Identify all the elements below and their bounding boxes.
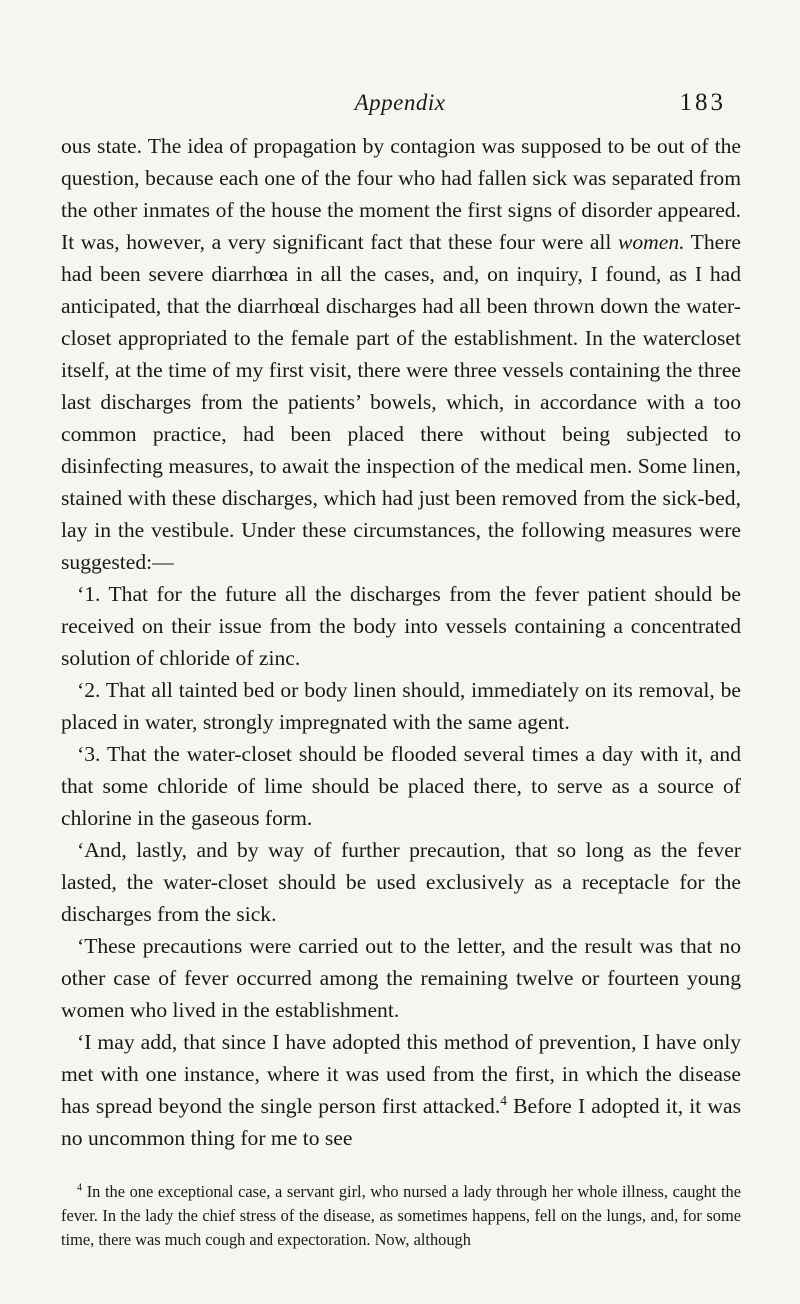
paragraph: [61, 130, 741, 578]
page-number: 183: [679, 89, 726, 116]
paragraph: ‘These precautions were carried out to the letter, and the result was that no other case of fever occurred among the remaining twelve or fourteen young women who lived in the establishment.: [61, 934, 741, 1022]
footnote-text: In the one exceptional case, a servant girl, who nursed a lady through her whole illness, caught the fever. In the lady the chief stress of the disease, as sometimes happens, fell on the lungs, and, for some time, there was much cough and expectoration. Now, although: [61, 1182, 741, 1249]
body-text: [61, 130, 741, 1154]
paragraph: ‘1. That for the future all the discharges from the fever patient should be received on their issue from the body into vessels containing a concentrated solution of chloride of zinc.: [61, 582, 741, 670]
paragraph-text: ous state. The idea of propagation by contagion was supposed to be out of the question, because each one of the four who had fallen sick was separated from the other inmates of the house the moment the first signs of disorder appeared. It was, however, a very significant fact that these four were all: [61, 134, 741, 254]
footnote: [61, 1180, 741, 1252]
running-head-title: Appendix: [354, 90, 446, 115]
footnote-reference: 4: [500, 1092, 507, 1108]
paragraph: ‘And, lastly, and by way of further precaution, that so long as the fever lasted, the water-closet should be used exclusively as a receptacle for the discharges from the sick.: [61, 838, 741, 926]
paragraph-text: ‘I may add, that since I have adopted this method of prevention, I have only met with one instance, where it was used from the first, in which the disease has spread beyond the single person first attacked.: [61, 1030, 741, 1118]
footnotes: [61, 1180, 741, 1252]
running-head: [60, 90, 740, 124]
paragraph-text: There had been severe diarrhœa in all the cases, and, on inquiry, I found, as I had anticipated, that the diarrhœal discharges had all been thrown down the water-closet appropriated to the female part of the establishment. In the watercloset itself, at the time of my first visit, there were three vessels containing the three last discharges from the patients’ bowels, which, in accordance with a too common practice, had been placed there without being subjected to disinfecting measures, to await the inspection of the medical men. Some linen, stained with these discharges, which had just been removed from the sick-bed, lay in the vestibule. Under these circumstances, the following measures were suggested:—: [61, 230, 742, 574]
footnote-marker: 4: [77, 1182, 83, 1194]
emphasis-text: women.: [617, 230, 685, 254]
paragraph-text: Before I adopted it, it was no uncommon thing for me to see: [61, 1094, 741, 1150]
paragraph: ‘2. That all tainted bed or body linen should, immediately on its removal, be placed in water, strongly impregnated with the same agent.: [61, 678, 741, 734]
paragraph: ‘3. That the water-closet should be flooded several times a day with it, and that some chloride of lime should be placed there, to serve as a source of chlorine in the gaseous form.: [61, 742, 741, 830]
paragraph: [61, 1026, 741, 1154]
